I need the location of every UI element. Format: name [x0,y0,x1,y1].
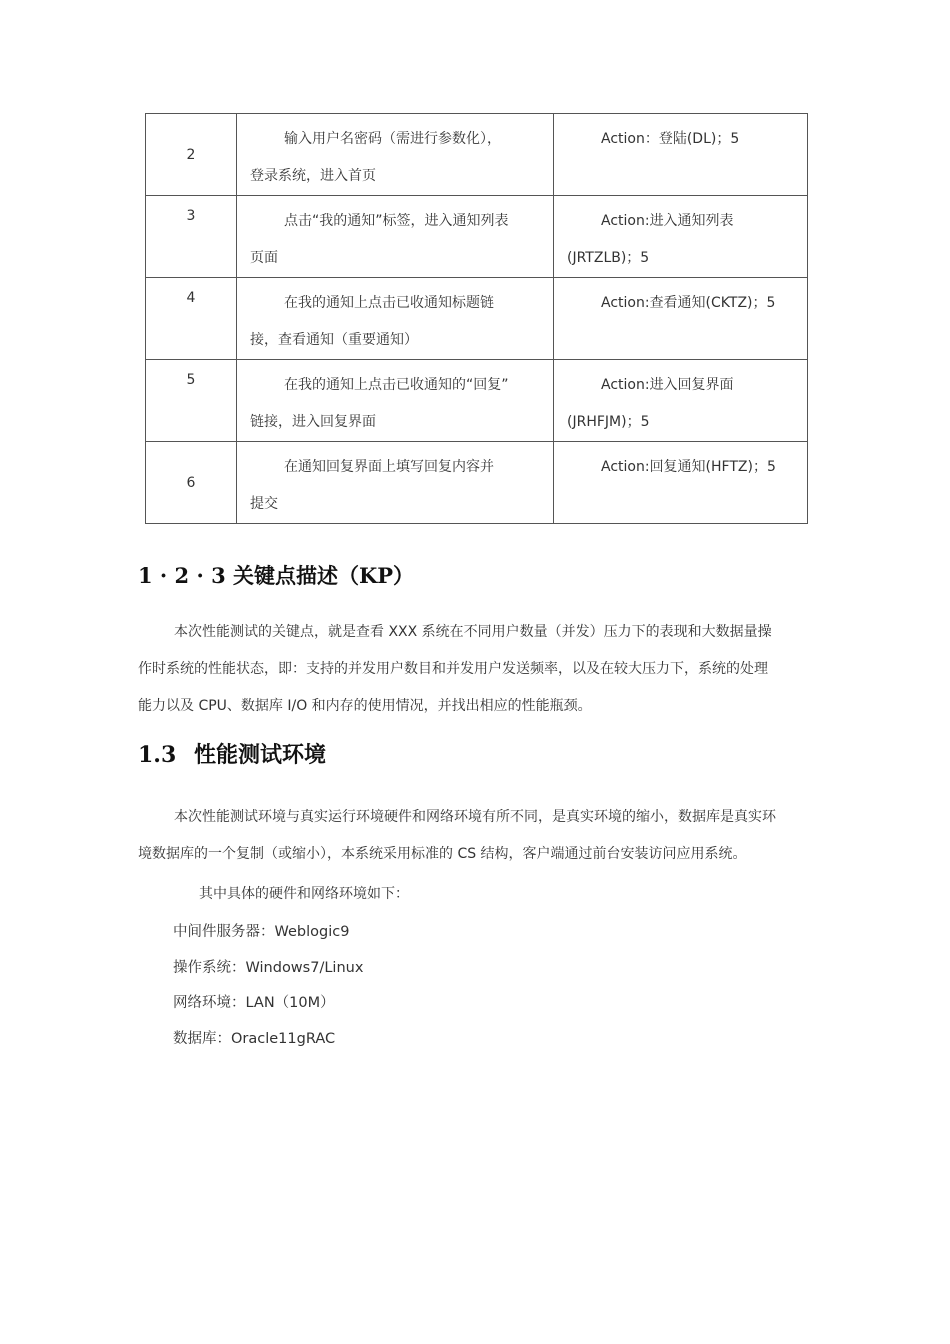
step-description-line: 提交 [250,496,278,512]
step-action-line: Action:进入回复界面 [601,377,734,393]
step-action-line: (JRTZLB)；5 [567,250,650,266]
step-description-cell [237,442,554,524]
section-title: 性能测试环境 [194,742,327,768]
table-row [146,360,808,442]
step-action-line: Action:回复通知(HFTZ)；5 [601,459,776,475]
step-number-cell [146,114,237,196]
step-description-line: 页面 [250,250,278,266]
step-description-cell [237,114,554,196]
table-row [146,196,808,278]
step-description-line: 接，查看通知（重要通知） [250,332,418,348]
step-action-line: (JRHFJM)；5 [567,414,650,430]
step-action-cell [554,196,808,278]
step-number: 3 [186,208,196,224]
step-action-cell [554,278,808,360]
table-row [146,278,808,360]
step-number: 2 [186,146,196,163]
list-item: 操作系统：Windows7/Linux [173,959,364,976]
list-item: 数据库：Oracle11gRAC [173,1030,336,1047]
step-description-cell [237,278,554,360]
step-number: 6 [186,474,196,491]
step-number: 5 [186,372,196,388]
key-points-paragraph [138,614,818,725]
paragraph-line: 境数据库的一个复制（或缩小），本系统采用标准的 CS 结构，客户端通过前台安装访问应用系统。 [138,846,747,862]
paragraph-line: 能力以及 CPU、数据库 I/O 和内存的使用情况，并找出相应的性能瓶颈。 [138,698,592,714]
table-row [146,442,808,524]
step-action-line: Action:查看通知(CKTZ)；5 [601,295,776,311]
step-description-line: 在我的通知上点击已收通知标题链 [284,295,494,311]
section-heading-key-points: 1 · 2 · 3 关键点描述（KP） [138,563,415,588]
list-item: 网络环境：LAN（10M） [173,995,335,1011]
step-description-line: 在通知回复界面上填写回复内容并 [284,459,494,475]
step-description-cell [237,196,554,278]
step-number-cell [146,360,237,442]
paragraph-line: 作时系统的性能状态，即：支持的并发用户数目和并发用户发送频率，以及在较大压力下，系统的处理 [138,661,768,677]
section-heading-test-environment [138,738,326,769]
environment-intro-line: 其中具体的硬件和网络环境如下： [199,886,409,902]
step-number-cell [146,196,237,278]
step-description-line: 点击“我的通知”标签，进入通知列表 [284,213,509,229]
step-description-line: 在我的通知上点击已收通知的“回复” [284,377,509,393]
section-number: 1.3 [138,742,177,768]
paragraph-line: 本次性能测试的关键点，就是查看 XXX 系统在不同用户数量（并发）压力下的表现和大数据量操 [174,624,772,640]
step-action-cell [554,360,808,442]
step-action-line: Action:进入通知列表 [601,213,734,229]
environment-list [173,915,363,1057]
step-number-cell [146,278,237,360]
table-row [146,114,808,196]
environment-paragraph [138,799,818,873]
step-description-line: 登录系统，进入首页 [250,168,376,184]
step-description-line: 链接，进入回复界面 [250,414,376,430]
test-steps-table [145,113,808,524]
step-action-cell [554,114,808,196]
step-action-line: Action：登陆(DL)；5 [601,131,740,147]
paragraph-line: 本次性能测试环境与真实运行环境硬件和网络环境有所不同，是真实环境的缩小，数据库是真实环 [174,809,776,825]
step-number-cell [146,442,237,524]
step-number: 4 [186,290,196,306]
step-description-cell [237,360,554,442]
step-action-cell [554,442,808,524]
list-item: 中间件服务器：Weblogic9 [173,924,350,940]
step-description-line: 输入用户名密码（需进行参数化）， [284,131,501,147]
